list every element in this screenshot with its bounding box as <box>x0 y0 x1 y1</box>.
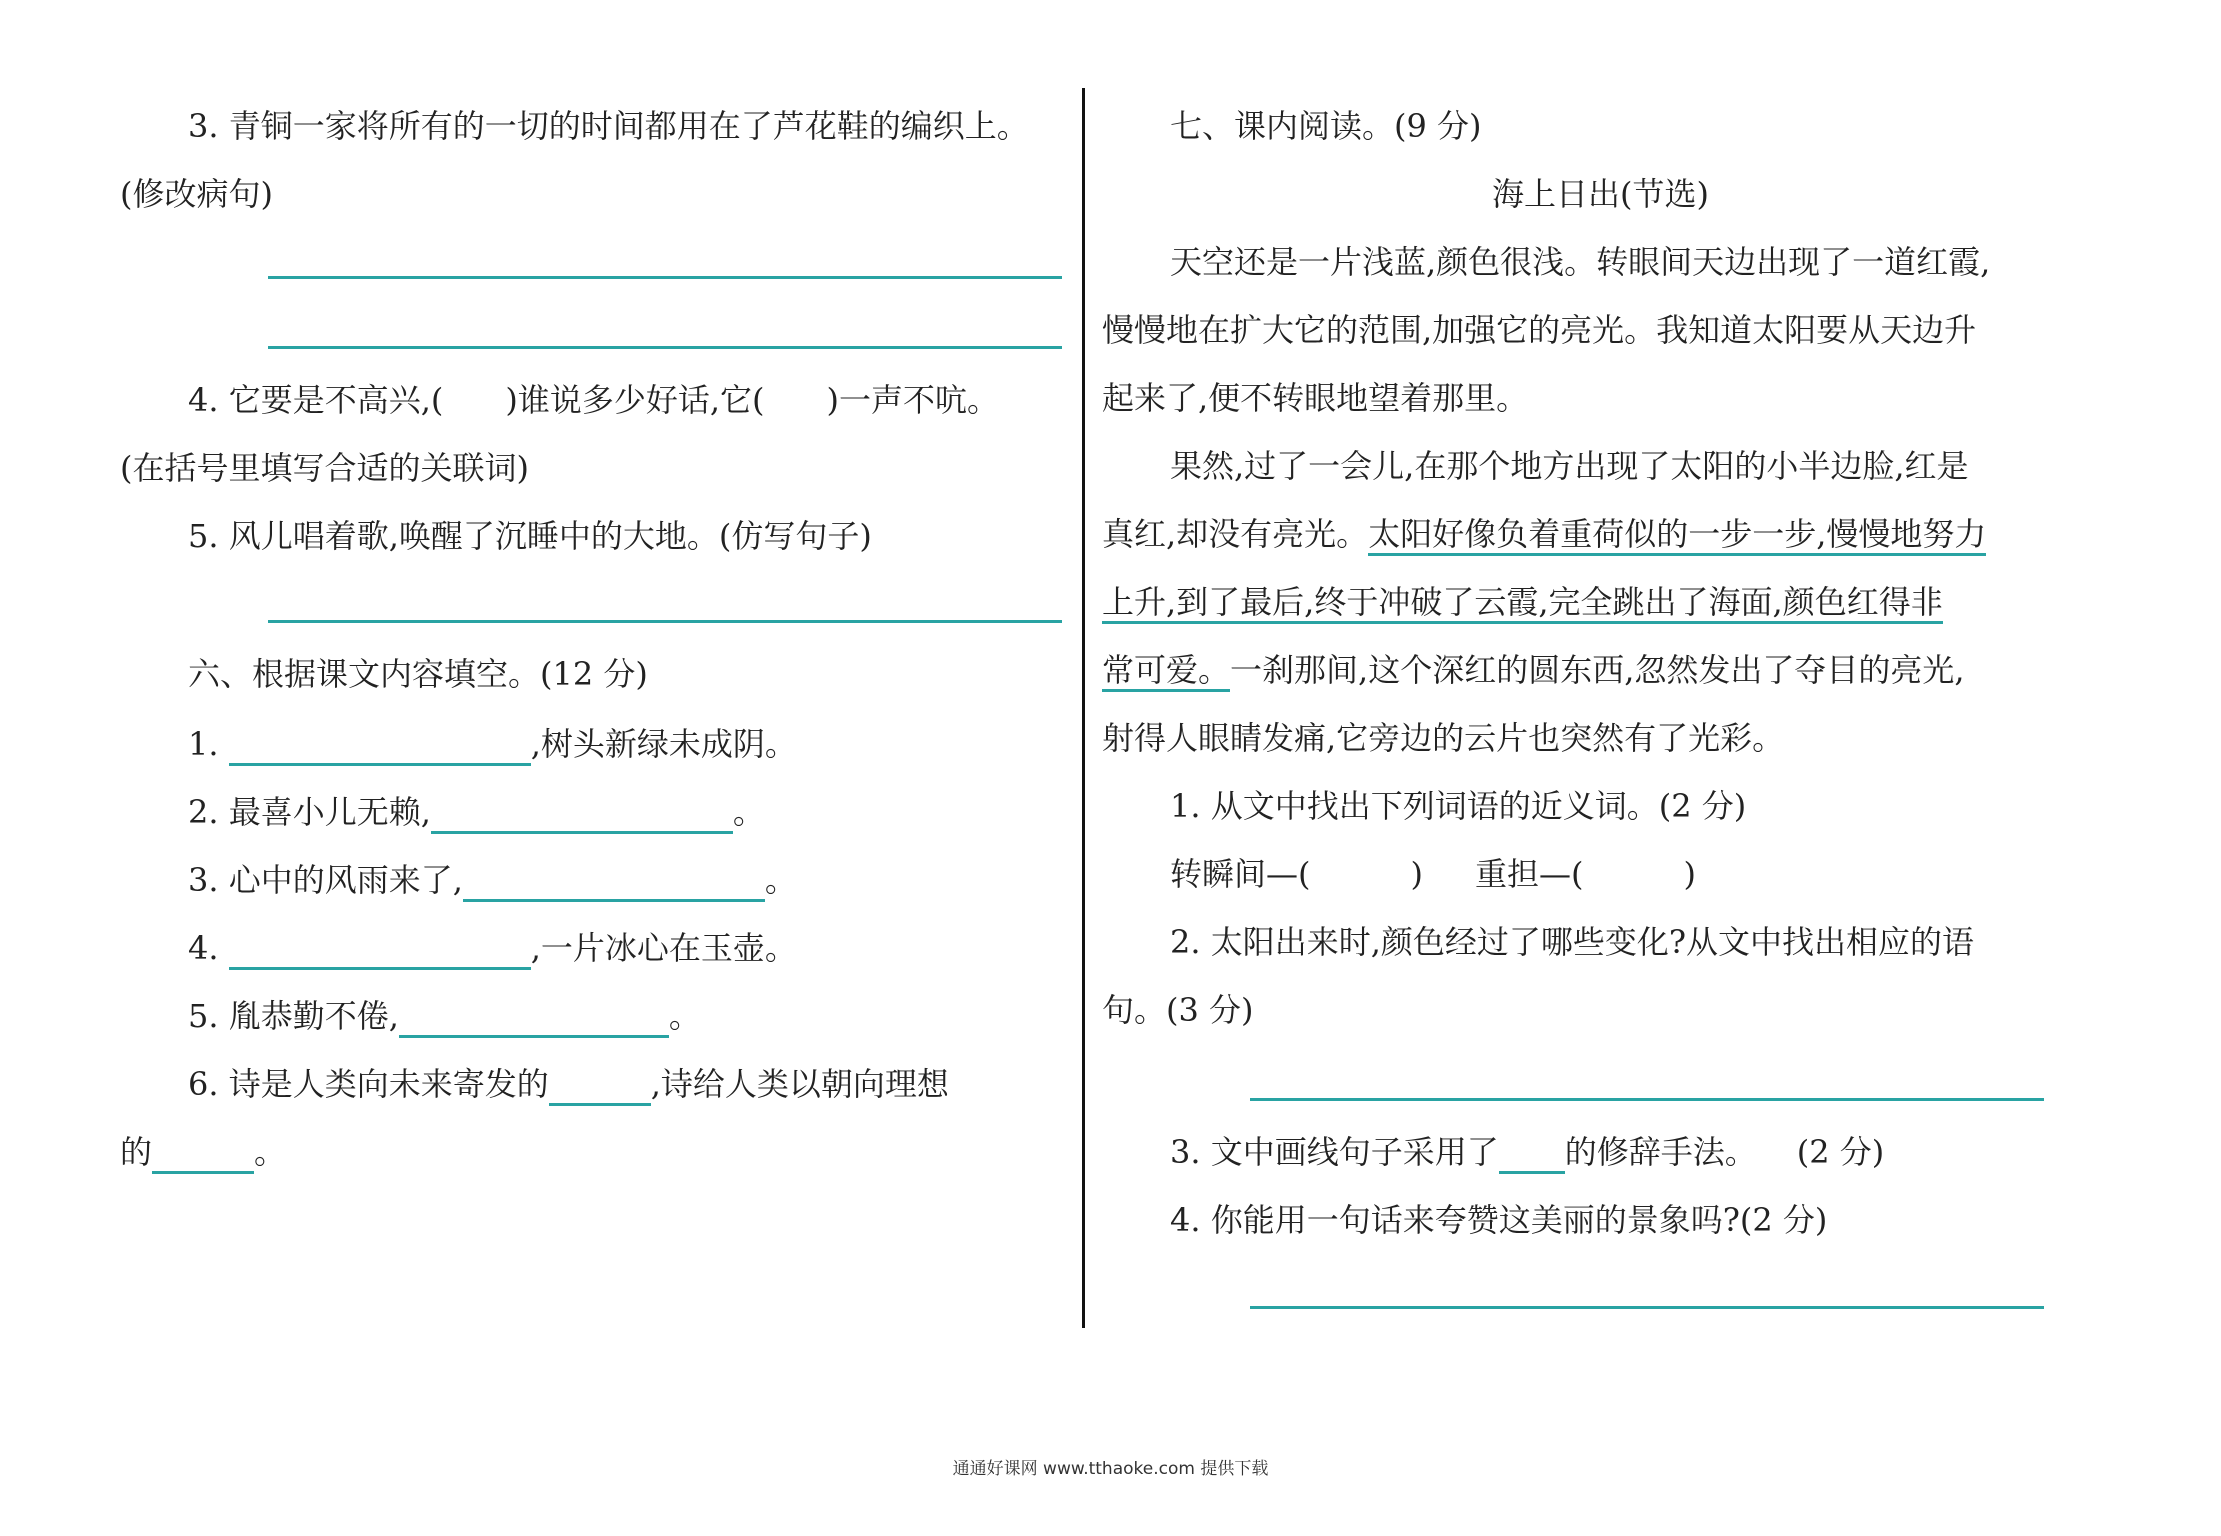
underlined-sentence-part-1: 太阳好像负着重荷似的一步一步,慢慢地努力 <box>1368 515 1986 556</box>
fill-3 <box>188 858 797 902</box>
section-7-heading: 七、课内阅读。(9 分) <box>1170 107 1482 145</box>
q3-instruction: (修改病句) <box>120 175 273 213</box>
reading-q4: 4. 你能用一句话来夸赞这美丽的景象吗?(2 分) <box>1170 1201 1828 1239</box>
reading-q3-part-a: 3. 文中画线句子采用了 <box>1170 1133 1499 1171</box>
passage-p2-line-4-plain: 一刹那间,这个深红的圆东西,忽然发出了夺目的亮光, <box>1230 651 1965 689</box>
fill-3-blank[interactable] <box>463 863 765 902</box>
passage-p2-line-3 <box>1102 580 1943 624</box>
q3-text: 3. 青铜一家将所有的一切的时间都用在了芦花鞋的编织上。 <box>188 107 1029 145</box>
fill-3-end: 。 <box>764 861 797 899</box>
fill-6-blank-1[interactable] <box>549 1067 651 1106</box>
q5-text: 5. 风儿唱着歌,唤醒了沉睡中的大地。(仿写句子) <box>188 517 872 555</box>
reading-q1-items <box>1170 852 1696 896</box>
q3-answer-line-2[interactable] <box>268 346 1062 349</box>
q4-part-b: )谁说多少好话,它( <box>505 381 765 419</box>
q4-part-c: )一声不吭。 <box>826 381 1000 419</box>
fill-6-part-c: 的 <box>120 1133 153 1171</box>
fill-5 <box>188 994 701 1038</box>
fill-6-part-b: ,诗给人类以朝向理想 <box>650 1065 949 1103</box>
passage-title: 海上日出(节选) <box>1492 175 1709 213</box>
passage-p2-line-4 <box>1102 648 1965 692</box>
fill-2-text: 2. 最喜小儿无赖, <box>188 793 431 831</box>
q4-part-a: 4. 它要是不高兴,( <box>188 381 444 419</box>
fill-3-text: 3. 心中的风雨来了, <box>188 861 463 899</box>
passage-p2-line-2 <box>1102 512 1986 556</box>
reading-q3 <box>1170 1130 1884 1174</box>
fill-5-end: 。 <box>668 997 701 1035</box>
reading-q2-answer-line[interactable] <box>1250 1098 2044 1101</box>
q4-instruction: (在括号里填写合适的关联词) <box>120 449 529 487</box>
fill-6 <box>188 1062 949 1106</box>
fill-1-blank[interactable] <box>229 727 531 766</box>
reading-q1: 1. 从文中找出下列词语的近义词。(2 分) <box>1170 787 1747 825</box>
reading-q4-answer-line[interactable] <box>1250 1306 2044 1309</box>
q5-answer-line[interactable] <box>268 620 1062 623</box>
reading-q3-score: (2 分) <box>1796 1133 1885 1171</box>
passage-p1-line-2: 慢慢地在扩大它的范围,加强它的亮光。我知道太阳要从天边升 <box>1102 311 1977 349</box>
passage-p2-line-5: 射得人眼睛发痛,它旁边的云片也突然有了光彩。 <box>1102 719 1785 757</box>
passage-p2-line-2-plain: 真红,却没有亮光。 <box>1102 515 1369 553</box>
synonym-1-label: 转瞬间—( <box>1170 855 1311 893</box>
q4-text <box>188 378 999 422</box>
passage-p2-line-1: 果然,过了一会儿,在那个地方出现了太阳的小半边脸,红是 <box>1170 447 1969 485</box>
fill-1-text: ,树头新绿未成阴。 <box>530 725 797 763</box>
reading-q2-line-2: 句。(3 分) <box>1102 991 1254 1029</box>
fill-4 <box>188 926 797 970</box>
underlined-sentence-part-3: 常可爱。 <box>1102 651 1230 692</box>
fill-2-blank[interactable] <box>431 795 733 834</box>
synonym-2-close: ) <box>1683 855 1696 893</box>
column-divider <box>1082 88 1085 1328</box>
synonym-1-close: ) <box>1410 855 1423 893</box>
reading-q2-line-1: 2. 太阳出来时,颜色经过了哪些变化?从文中找出相应的语 <box>1170 923 1975 961</box>
reading-q3-blank[interactable] <box>1499 1135 1565 1174</box>
synonym-2-label: 重担—( <box>1474 855 1584 893</box>
fill-4-num: 4. <box>188 929 219 967</box>
fill-6-part-a: 6. 诗是人类向未来寄发的 <box>188 1065 549 1103</box>
fill-2 <box>188 790 765 834</box>
fill-6-part-d: 。 <box>254 1133 287 1171</box>
fill-2-end: 。 <box>732 793 765 831</box>
fill-6-line-2 <box>120 1130 286 1174</box>
passage-p1-line-1: 天空还是一片浅蓝,颜色很浅。转眼间天边出现了一道红霞, <box>1170 243 1991 281</box>
q3-answer-line-1[interactable] <box>268 276 1062 279</box>
fill-1 <box>188 722 797 766</box>
fill-5-text: 5. 胤恭勤不倦, <box>188 997 399 1035</box>
fill-4-text: ,一片冰心在玉壶。 <box>530 929 797 967</box>
section-6-heading: 六、根据课文内容填空。(12 分) <box>188 655 648 693</box>
fill-5-blank[interactable] <box>399 999 669 1038</box>
fill-6-blank-2[interactable] <box>152 1135 254 1174</box>
reading-q3-part-b: 的修辞手法。 <box>1564 1133 1757 1171</box>
underlined-sentence-part-2: 上升,到了最后,终于冲破了云霞,完全跳出了海面,颜色红得非 <box>1102 583 1943 624</box>
passage-p1-line-3: 起来了,便不转眼地望着那里。 <box>1102 379 1529 417</box>
footer-credit: 通通好课网 www.tthaoke.com 提供下载 <box>952 1459 1269 1479</box>
fill-4-blank[interactable] <box>229 931 531 970</box>
fill-1-num: 1. <box>188 725 219 763</box>
